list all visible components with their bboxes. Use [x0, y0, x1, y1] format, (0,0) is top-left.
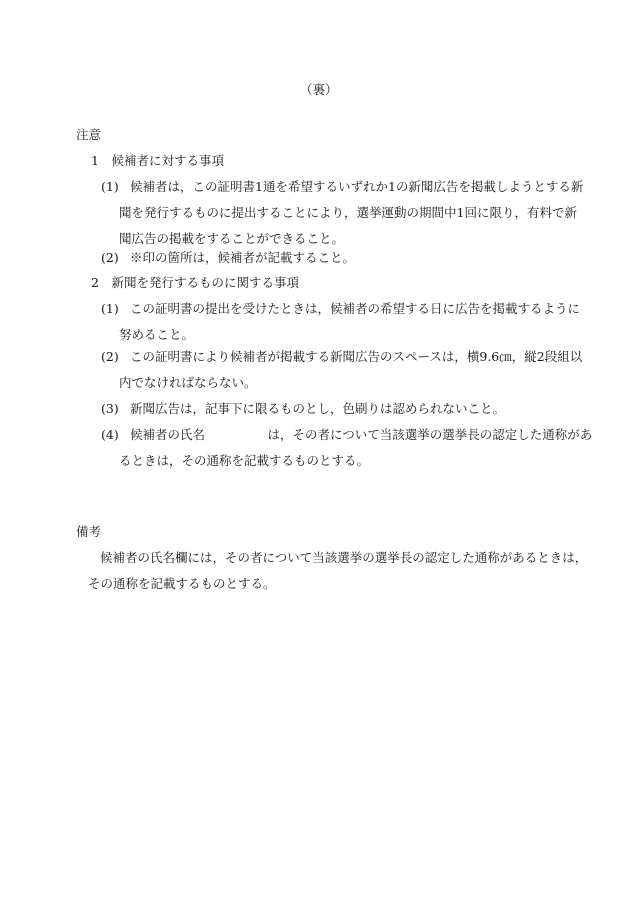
- item-line: 候補者の氏名 は，その者について当該選挙の選挙長の認定した通称があ: [130, 427, 593, 442]
- item-line: 新聞広告は，記事下に限るものとし，色刷りは認められないこと。: [130, 401, 506, 416]
- item-number: (1): [101, 301, 119, 316]
- item-line: この証明書の提出を受けたときは，候補者の希望する日に広告を掲載するように: [130, 301, 581, 316]
- item-line: 努めること。: [119, 327, 195, 342]
- section-1-heading: 1 候補者に対する事項: [91, 153, 224, 168]
- remarks-line: 候補者の氏名欄には，その者について当該選挙の選挙長の認定した通称があるときは，: [100, 550, 588, 565]
- item-line: 聞広告の掲載をすることができること。: [119, 231, 345, 246]
- remarks-line: その通称を記載するものとする。: [88, 576, 276, 591]
- item-line: 聞を発行するものに提出することにより，選挙運動の期間中1回に限り，有料で新: [119, 205, 577, 220]
- item-number: (4): [101, 427, 119, 442]
- section-2-heading: 2 新聞を発行するものに関する事項: [91, 275, 299, 290]
- item-number: (2): [101, 250, 119, 265]
- item-line: 内でなければならない。: [119, 375, 257, 390]
- item-line: るときは，その通称を記載するものとする。: [119, 453, 370, 468]
- item-number: (1): [101, 179, 119, 194]
- item-number: (2): [101, 349, 119, 364]
- back-side-label: （裏）: [300, 82, 338, 97]
- item-number: (3): [101, 401, 119, 416]
- item-line: この証明書により候補者が掲載する新聞広告のスペースは，横9.6㎝，縦2段組以: [130, 349, 583, 364]
- item-line: ※印の箇所は，候補者が記載すること。: [130, 250, 356, 265]
- remarks-title: 備考: [76, 524, 102, 539]
- notes-title: 注意: [76, 127, 102, 142]
- item-line: 候補者は，この証明書1通を希望するいずれか1の新聞広告を掲載しようとする新: [130, 179, 584, 194]
